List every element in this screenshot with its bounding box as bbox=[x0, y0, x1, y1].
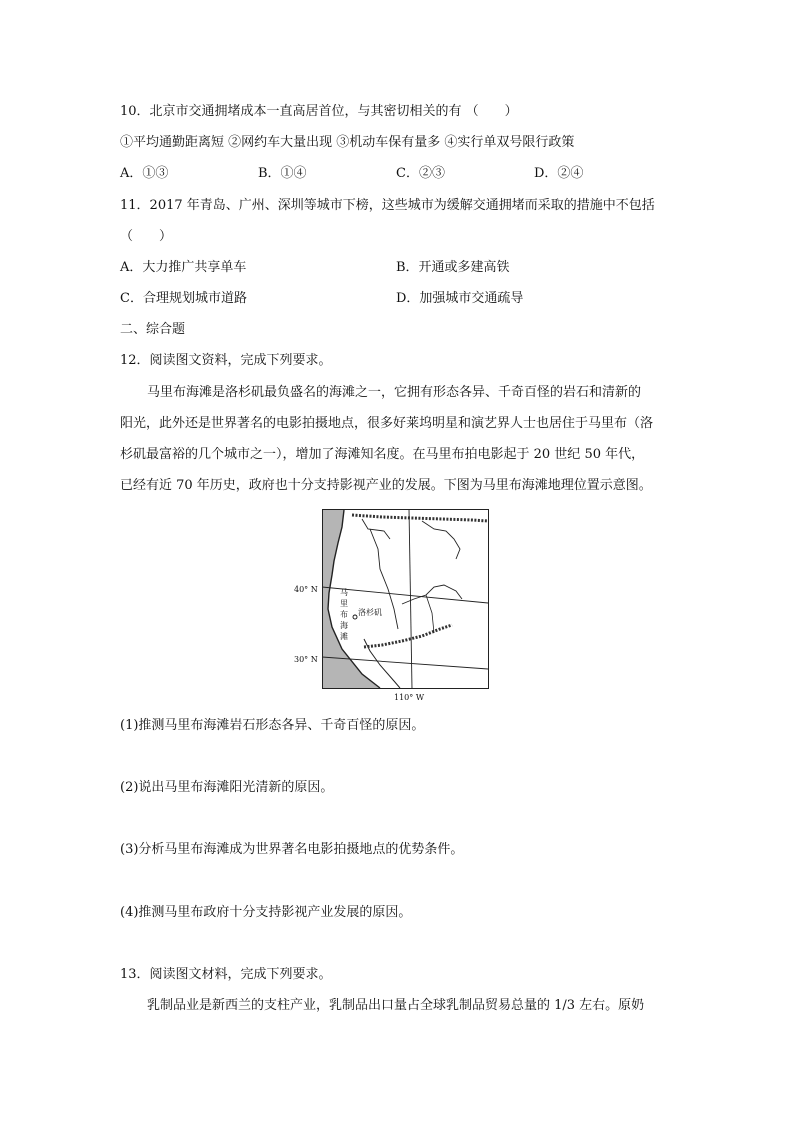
beach-label-char: 布 bbox=[340, 610, 348, 619]
q10-stem: 10．北京市交通拥堵成本一直高居首位，与其密切相关的有 （ ） bbox=[120, 104, 518, 119]
q12-para-line: 马里布海滩是洛杉矶最负盛名的海滩之一，它拥有形态各异、千奇百怪的岩石和清新的 bbox=[147, 385, 642, 400]
q12-sub-1: (1)推测马里布海滩岩石形态各异、千奇百怪的原因。 bbox=[120, 718, 425, 733]
q12-sub-3: (3)分析马里布海滩成为世界著名电影拍摄地点的优势条件。 bbox=[120, 842, 464, 857]
q12-sub-4: (4)推测马里布政府十分支持影视产业发展的原因。 bbox=[120, 905, 412, 920]
q11-option-b[interactable]: B．开通或多建高铁 bbox=[396, 260, 510, 275]
q10-option-a[interactable]: A．①③ bbox=[120, 166, 169, 181]
la-city-marker bbox=[353, 615, 357, 619]
q10-option-d[interactable]: D．②④ bbox=[534, 166, 584, 181]
q13-stem: 13．阅读图文材料，完成下列要求。 bbox=[120, 967, 332, 982]
q12-para-line: 阳光，此外还是世界著名的电影拍摄地点，很多好莱坞明星和演艺界人士也居住于马里布（洛 bbox=[120, 416, 654, 431]
q11-option-d[interactable]: D．加强城市交通疏导 bbox=[396, 291, 524, 306]
beach-label-char: 滩 bbox=[340, 632, 348, 641]
beach-label-char: 海 bbox=[340, 621, 348, 630]
lat-30-label: 30° N bbox=[294, 655, 318, 664]
q10-option-b[interactable]: B．①④ bbox=[258, 166, 307, 181]
la-city-label: 洛杉矶 bbox=[358, 608, 382, 617]
malibu-location-map bbox=[294, 509, 489, 702]
q11-option-a[interactable]: A．大力推广共享单车 bbox=[120, 260, 247, 275]
q12-para-line: 杉矶最富裕的几个城市之一），增加了海滩知名度。在马里布拍电影起于 20 世纪 50 年代， bbox=[120, 447, 645, 462]
q12-sub-2: (2)说出马里布海滩阳光清新的原因。 bbox=[120, 780, 334, 795]
q12-para-line: 已经有近 70 年历史，政府也十分支持影视产业的发展。下图为马里布海滩地理位置示意图。 bbox=[120, 478, 652, 493]
q13-para-line: 乳制品业是新西兰的支柱产业，乳制品出口量占全球乳制品贸易总量的 1/3 左右。原奶 bbox=[147, 998, 645, 1013]
section-heading: 二、综合题 bbox=[120, 322, 186, 337]
lat-40-label: 40° N bbox=[294, 585, 318, 594]
beach-label-char: 马 bbox=[340, 588, 348, 597]
q11-stem: 11．2017 年青岛、广州、深圳等城市下榜，这些城市为缓解交通拥堵而采取的措施中不包括 bbox=[120, 198, 655, 213]
q11-option-c[interactable]: C．合理规划城市道路 bbox=[120, 291, 247, 306]
beach-label-char: 里 bbox=[340, 599, 348, 608]
q10-items: ①平均通勤距离短 ②网约车大量出现 ③机动车保有量多 ④实行单双号限行政策 bbox=[120, 135, 575, 150]
q12-stem: 12．阅读图文资料，完成下列要求。 bbox=[120, 353, 332, 368]
q11-bracket: （ ） bbox=[120, 229, 173, 244]
q10-option-c[interactable]: C．②③ bbox=[396, 166, 445, 181]
lon-110-label: 110° W bbox=[394, 693, 425, 702]
